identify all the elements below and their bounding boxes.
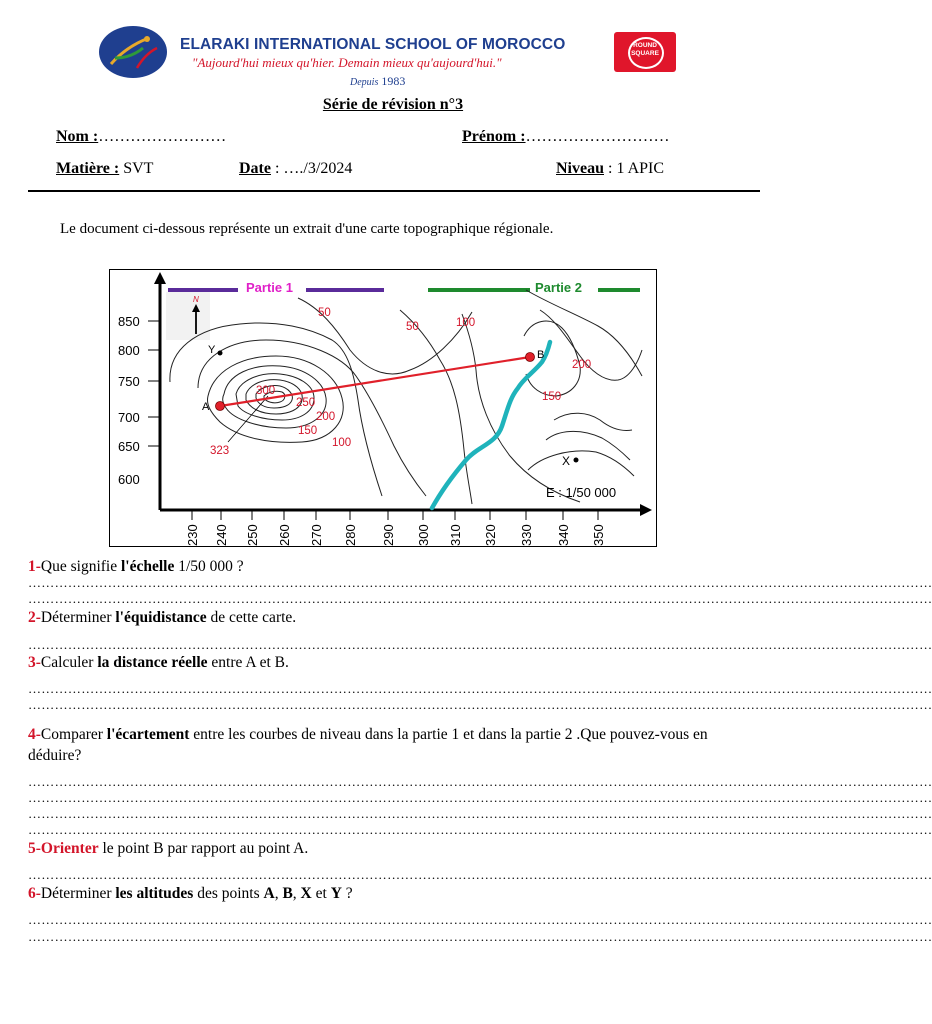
prenom-label: Prénom : — [462, 128, 526, 145]
answer-line[interactable]: …………………………………………………………………………………………………………………………………………………………………………………… — [28, 867, 932, 882]
question-5 — [28, 838, 728, 859]
round-square-text-1: ROUND — [633, 42, 657, 49]
y-tick-label: 800 — [118, 343, 140, 358]
map-svg — [110, 270, 656, 546]
answer-line[interactable]: …………………………………………………………………………………………………………………………………………………………………………………… — [28, 790, 932, 805]
date-value: : …./3/2024 — [270, 160, 353, 177]
school-name: ELARAKI INTERNATIONAL SCHOOL OF MOROCCO — [180, 36, 566, 53]
question-keyword: l'écartement — [106, 726, 190, 743]
since-year-value: 1983 — [381, 74, 406, 88]
x-tick-label: 280 — [343, 524, 358, 546]
question-text: entre les courbes de niveau dans la partie 1 et dans la partie 2 .Que pouvez-vous en déduire? — [28, 726, 708, 764]
y-tick-label: 850 — [118, 314, 140, 329]
answer-line[interactable]: …………………………………………………………………………………………………………………………………………………………………………………… — [28, 575, 932, 590]
point-x-marker — [574, 458, 579, 463]
round-square-logo — [614, 32, 676, 72]
contour-label: 200 — [572, 359, 592, 371]
question-text: des points — [193, 885, 264, 902]
y-tick-label: 600 — [118, 472, 140, 487]
question-1 — [28, 556, 728, 577]
y-axis-arrow-icon — [154, 272, 166, 284]
point-name: B — [282, 885, 293, 902]
contour-label: 323 — [210, 445, 230, 457]
point-y-marker — [218, 351, 223, 356]
question-2 — [28, 607, 728, 628]
x-ticks — [185, 510, 606, 546]
partie2-label: Partie 2 — [535, 280, 582, 295]
matiere-label: Matière : — [56, 160, 120, 177]
x-tick-label: 240 — [214, 524, 229, 546]
point-x-label: X — [562, 454, 571, 468]
question-text: Calculer — [40, 654, 98, 671]
header-divider — [28, 190, 760, 192]
contour-labels — [210, 307, 591, 457]
nom-value: …………………… — [98, 128, 227, 145]
contour-label: 100 — [332, 437, 352, 449]
niveau-label: Niveau — [556, 160, 604, 177]
question-text: Déterminer — [40, 885, 116, 902]
question-number: 1- — [28, 558, 41, 575]
y-tick-label: 700 — [118, 410, 140, 425]
x-tick-label: 300 — [416, 524, 431, 546]
x-tick-label: 230 — [185, 524, 200, 546]
x-tick-label: 310 — [448, 524, 463, 546]
date-label: Date — [239, 160, 271, 177]
point-name: A — [263, 885, 275, 902]
matiere-value: SVT — [119, 160, 154, 177]
contour-label: 150 — [298, 425, 318, 437]
x-tick-label: 320 — [483, 524, 498, 546]
question-keyword: les altitudes — [115, 885, 194, 902]
question-number: 6- — [28, 885, 41, 902]
round-square-text-2: SQUARE — [631, 50, 659, 57]
question-6 — [28, 883, 728, 904]
prenom-field — [462, 128, 670, 146]
nom-field — [56, 128, 226, 146]
answer-line[interactable]: …………………………………………………………………………………………………………………………………………………………………………………… — [28, 774, 932, 789]
profile-line-ab — [220, 357, 530, 406]
date-field — [239, 160, 352, 178]
question-keyword: Orienter — [40, 840, 99, 857]
x-tick-label: 270 — [309, 524, 324, 546]
since-year — [350, 74, 405, 89]
answer-line[interactable]: …………………………………………………………………………………………………………………………………………………………………………………… — [28, 591, 932, 606]
contour-label: 200 — [316, 411, 336, 423]
nom-label: Nom : — [56, 128, 99, 145]
topographic-map — [109, 269, 657, 547]
answer-line[interactable]: …………………………………………………………………………………………………………………………………………………………………………………… — [28, 697, 932, 712]
partie1-label: Partie 1 — [246, 280, 293, 295]
point-b-marker — [526, 353, 535, 362]
question-keyword: la distance réelle — [97, 654, 208, 671]
question-number: 3- — [28, 654, 41, 671]
question-number: 2- — [28, 609, 41, 626]
point-b-label: B — [537, 349, 545, 361]
niveau-value: : 1 APIC — [604, 160, 665, 177]
contour-label: 100 — [456, 317, 476, 329]
x-tick-label: 340 — [556, 524, 571, 546]
answer-line[interactable]: …………………………………………………………………………………………………………………………………………………………………………………… — [28, 929, 932, 944]
question-keyword: l'échelle — [121, 558, 175, 575]
contour-label: 300 — [256, 385, 276, 397]
question-text: 1/50 000 ? — [174, 558, 244, 575]
since-prefix: Depuis — [350, 77, 379, 88]
answer-line[interactable]: …………………………………………………………………………………………………………………………………………………………………………………… — [28, 681, 932, 696]
question-text: entre A et B. — [207, 654, 289, 671]
point-y-label: Y — [208, 344, 216, 356]
answer-line[interactable]: …………………………………………………………………………………………………………………………………………………………………………………… — [28, 822, 932, 837]
separator: , — [292, 885, 301, 902]
y-ticks — [118, 314, 160, 487]
contour-label: 250 — [296, 397, 316, 409]
x-tick-label: 350 — [591, 524, 606, 546]
separator: , — [274, 885, 283, 902]
question-text: Déterminer — [40, 609, 116, 626]
question-3 — [28, 652, 728, 673]
question-text: Comparer — [40, 726, 107, 743]
contour-label: 50 — [318, 307, 331, 319]
map-scale: E : 1/50 000 — [546, 485, 617, 500]
y-tick-label: 650 — [118, 439, 140, 454]
question-number: 4- — [28, 726, 41, 743]
contour-label: 50 — [406, 321, 419, 333]
question-4 — [28, 724, 728, 766]
x-tick-label: 250 — [245, 524, 260, 546]
question-text: de cette carte. — [206, 609, 297, 626]
x-tick-label: 290 — [381, 524, 396, 546]
point-a-marker — [216, 402, 225, 411]
x-axis-arrow-icon — [640, 504, 652, 516]
answer-line[interactable]: …………………………………………………………………………………………………………………………………………………………………………………… — [28, 637, 932, 652]
point-name: Y — [330, 885, 342, 902]
round-square-text — [614, 42, 676, 58]
contour-label: 150 — [542, 391, 562, 403]
point-a-label: A — [202, 401, 210, 413]
question-number: 5- — [28, 840, 41, 857]
north-label: N — [193, 295, 199, 304]
school-logo-icon — [97, 24, 169, 80]
answer-line[interactable]: …………………………………………………………………………………………………………………………………………………………………………………… — [28, 912, 932, 927]
prenom-value: ……………………… — [525, 128, 670, 145]
separator: et — [311, 885, 331, 902]
point-name: X — [300, 885, 312, 902]
series-title: Série de révision n°3 — [322, 96, 464, 113]
question-keyword: l'équidistance — [115, 609, 207, 626]
question-text: Que signifie — [40, 558, 121, 575]
y-tick-label: 750 — [118, 374, 140, 389]
intro-text: Le document ci-dessous représente un extrait d'une carte topographique régionale. — [60, 221, 554, 237]
niveau-field — [556, 160, 664, 178]
x-tick-label: 260 — [277, 524, 292, 546]
question-text: ? — [341, 885, 353, 902]
question-text: le point B par rapport au point A. — [98, 840, 309, 857]
school-motto: "Aujourd'hui mieux qu'hier. Demain mieux qu'aujourd'hui." — [192, 55, 502, 70]
x-tick-label: 330 — [519, 524, 534, 546]
matiere-field — [56, 160, 153, 178]
answer-line[interactable]: …………………………………………………………………………………………………………………………………………………………………………………… — [28, 806, 932, 821]
